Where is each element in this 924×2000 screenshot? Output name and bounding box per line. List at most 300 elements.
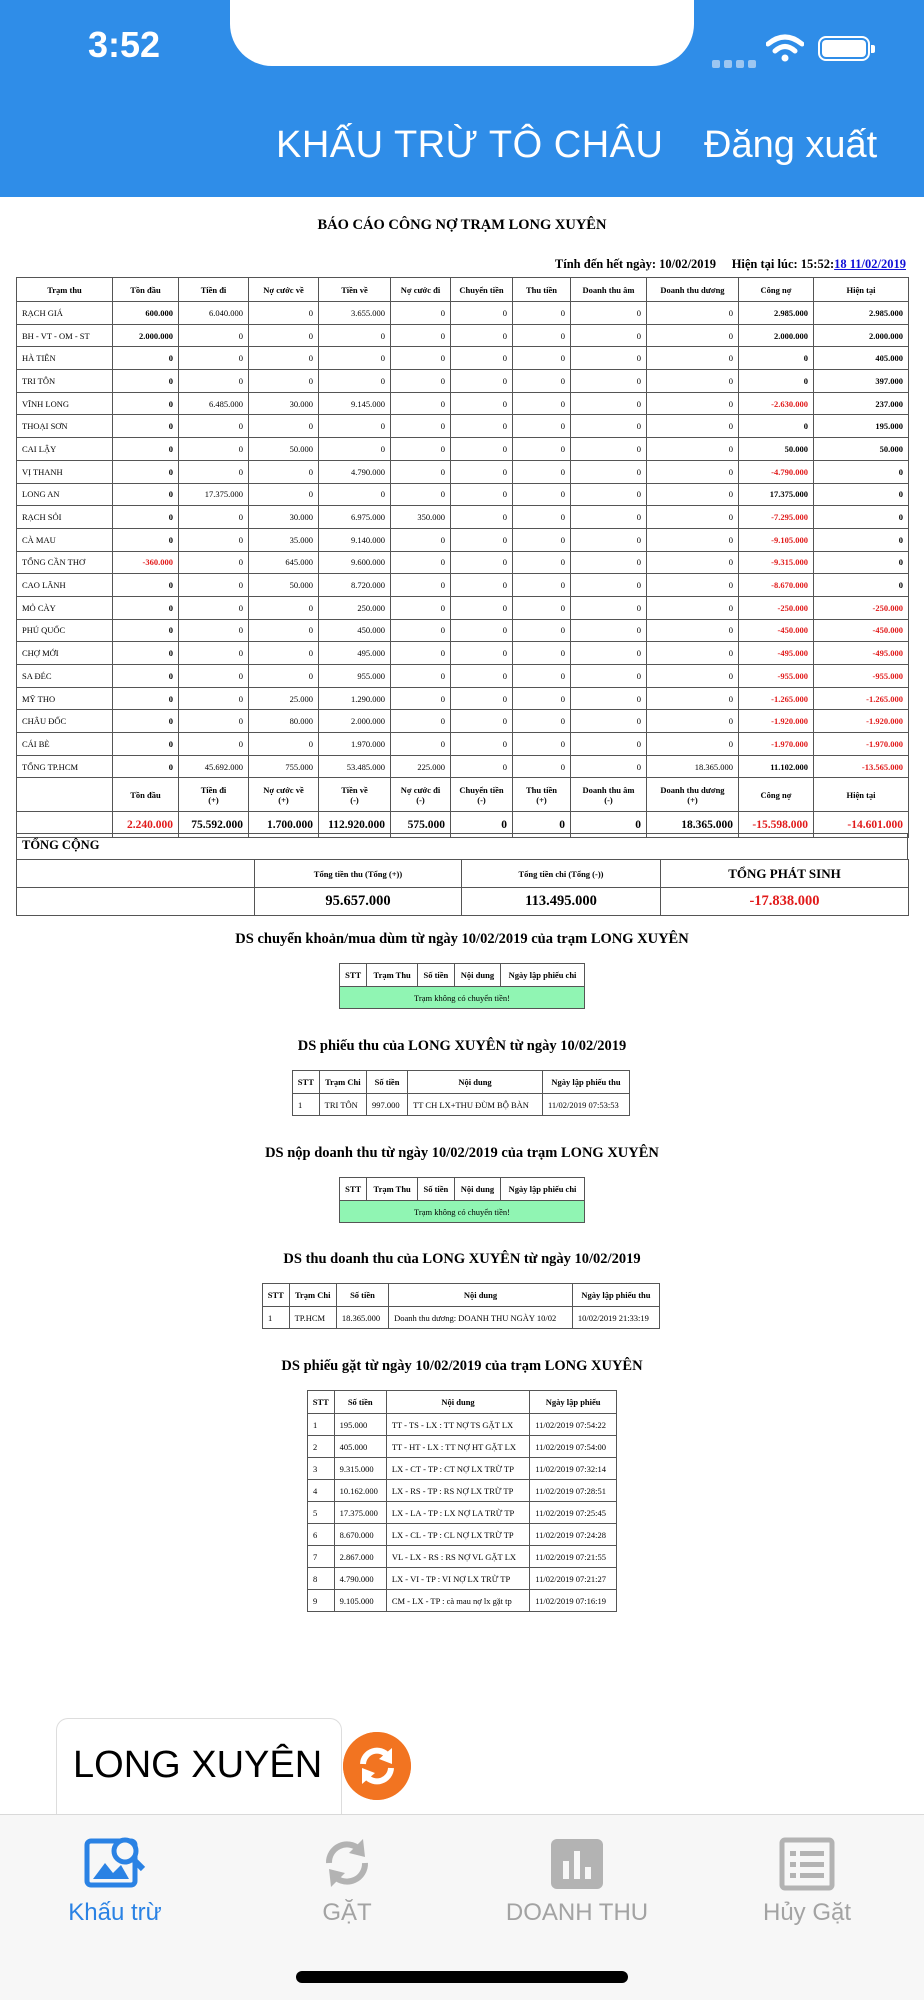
table-cell: 0: [319, 415, 391, 438]
table-cell: 755.000: [249, 755, 319, 778]
total-header-cell: Thu tiền (+): [513, 778, 571, 812]
current-time-link[interactable]: 18 11/02/2019: [834, 257, 906, 271]
mini-cell: 18.365.000: [336, 1307, 388, 1329]
table-cell: 0: [571, 415, 647, 438]
table-cell: 0: [571, 347, 647, 370]
tab-huy-gat[interactable]: [727, 1833, 887, 1927]
table-cell: 0: [571, 506, 647, 529]
column-header: Tồn đầu: [113, 278, 179, 302]
table-cell: 0: [739, 415, 814, 438]
table-cell: 0: [179, 619, 249, 642]
transfer-table: [339, 963, 585, 1009]
table-cell: 0: [647, 302, 739, 325]
table-cell: -360.000: [113, 551, 179, 574]
total-header-cell: Nợ cước đi (-): [391, 778, 451, 812]
mini-cell: 3: [308, 1458, 335, 1480]
table-cell: 350.000: [391, 506, 451, 529]
table-cell: 0: [513, 392, 571, 415]
table-cell: -1.970.000: [739, 733, 814, 756]
mini-cell: 11/02/2019 07:21:27: [530, 1568, 617, 1590]
table-cell: -1.265.000: [739, 687, 814, 710]
total-value-cell: 18.365.000: [647, 812, 739, 838]
mini-cell: VL - LX - RS : RS NỢ VL GẶT LX: [386, 1546, 529, 1568]
table-cell: 0: [113, 642, 179, 665]
mini-cell: 8: [308, 1568, 335, 1590]
total-value-cell: 112.920.000: [319, 812, 391, 838]
table-cell: 0: [179, 506, 249, 529]
table-cell: 0: [513, 324, 571, 347]
table-cell: 0: [451, 324, 513, 347]
table-cell: 0: [814, 574, 909, 597]
table-cell: 0: [451, 415, 513, 438]
mini-column-header: Nội dung: [386, 1391, 529, 1414]
table-cell: 0: [391, 528, 451, 551]
table-cell: 0: [249, 483, 319, 506]
list-item: [308, 1480, 617, 1502]
table-cell: 0: [571, 755, 647, 778]
table-cell: 25.000: [249, 687, 319, 710]
table-cell: -1.920.000: [814, 710, 909, 733]
mini-column-header: Trạm Thu: [367, 1178, 418, 1201]
table-cell: 50.000: [249, 438, 319, 461]
table-cell: 0: [113, 506, 179, 529]
table-cell: -1.970.000: [814, 733, 909, 756]
mini-cell: 1: [308, 1414, 335, 1436]
tab-khau-tru-label: Khấu trừ: [68, 1899, 162, 1926]
table-cell: 0: [113, 483, 179, 506]
table-cell: 18.365.000: [647, 755, 739, 778]
station-name-cell: PHÚ QUỐC: [17, 619, 113, 642]
table-row: [17, 438, 909, 461]
summary-spacer: [17, 860, 255, 888]
total-value-cell: -14.601.000: [814, 812, 909, 838]
table-cell: 0: [319, 370, 391, 393]
table-cell: 0: [319, 347, 391, 370]
table-cell: -7.295.000: [739, 506, 814, 529]
table-row: [17, 392, 909, 415]
mini-column-header: Số tiền: [334, 1391, 386, 1414]
station-name-cell: SA ĐÉC: [17, 665, 113, 688]
table-cell: 0: [647, 642, 739, 665]
total-value-cell: 575.000: [391, 812, 451, 838]
table-cell: 0: [814, 483, 909, 506]
table-cell: 0: [391, 347, 451, 370]
table-cell: 0: [319, 483, 391, 506]
table-cell: 50.000: [814, 438, 909, 461]
table-row: [17, 483, 909, 506]
table-cell: 0: [814, 506, 909, 529]
table-cell: 17.375.000: [179, 483, 249, 506]
table-cell: 80.000: [249, 710, 319, 733]
station-name-cell: TỔNG TP.HCM: [17, 755, 113, 778]
app-header: [0, 0, 924, 197]
logout-button[interactable]: Đăng xuất: [704, 124, 878, 166]
table-cell: 17.375.000: [739, 483, 814, 506]
table-cell: 0: [647, 415, 739, 438]
total-header-cell: Tiền đi (+): [179, 778, 249, 812]
mini-column-header: Số tiền: [417, 964, 454, 987]
table-cell: 0: [391, 302, 451, 325]
table-cell: 0: [179, 415, 249, 438]
table-cell: 2.000.000: [814, 324, 909, 347]
receipt-list-title: DS phiếu thu của LONG XUYÊN từ ngày 10/02/2019: [297, 1038, 627, 1054]
table-cell: 0: [513, 687, 571, 710]
table-cell: -955.000: [739, 665, 814, 688]
total-header-cell: Nợ cước về (+): [249, 778, 319, 812]
mini-cell: 5: [308, 1502, 335, 1524]
table-cell: 0: [451, 551, 513, 574]
station-field[interactable]: LONG XUYÊN: [56, 1718, 342, 1814]
table-cell: 0: [647, 392, 739, 415]
column-header: Trạm thu: [17, 278, 113, 302]
table-row: [17, 619, 909, 642]
station-name-cell: TỔNG CẦN THƠ: [17, 551, 113, 574]
table-cell: -450.000: [739, 619, 814, 642]
table-cell: 2.000.000: [319, 710, 391, 733]
table-cell: 0: [179, 687, 249, 710]
table-cell: 0: [179, 574, 249, 597]
mini-cell: Doanh thu dương: DOANH THU NGÀY 10/02: [389, 1307, 573, 1329]
mini-column-header: Ngày lập phiếu thu: [572, 1284, 659, 1307]
table-cell: 0: [179, 596, 249, 619]
table-cell: 0: [571, 687, 647, 710]
tab-khau-tru[interactable]: [35, 1833, 195, 1927]
table-cell: 45.692.000: [179, 755, 249, 778]
total-value-cell: 0: [451, 812, 513, 838]
mini-cell: 11/02/2019 07:54:00: [530, 1436, 617, 1458]
table-cell: -2.630.000: [739, 392, 814, 415]
table-cell: 0: [451, 710, 513, 733]
mini-cell: 11/02/2019 07:16:19: [530, 1590, 617, 1612]
mini-column-header: Số tiền: [367, 1071, 408, 1094]
table-cell: 0: [249, 370, 319, 393]
mini-cell: TT - TS - LX : TT NỢ TS GẶT LX: [386, 1414, 529, 1436]
table-cell: 0: [391, 665, 451, 688]
table-cell: 0: [647, 324, 739, 347]
table-cell: 0: [113, 370, 179, 393]
table-cell: 2.985.000: [814, 302, 909, 325]
table-cell: 0: [179, 370, 249, 393]
debt-table: [16, 277, 909, 838]
column-header: Doanh thu âm: [571, 278, 647, 302]
station-name-cell: LONG AN: [17, 483, 113, 506]
table-row: [17, 687, 909, 710]
table-cell: 0: [179, 347, 249, 370]
refresh-icon-button[interactable]: [343, 1732, 411, 1800]
mini-column-header: Ngày lập phiếu chi: [501, 964, 585, 987]
mini-column-header: Ngày lập phiếu: [530, 1391, 617, 1414]
table-cell: 0: [513, 370, 571, 393]
mini-cell: 11/02/2019 07:21:55: [530, 1546, 617, 1568]
table-cell: 0: [391, 438, 451, 461]
station-name-cell: CÁI BÈ: [17, 733, 113, 756]
table-cell: 0: [113, 438, 179, 461]
total-value-cell: 75.592.000: [179, 812, 249, 838]
mini-column-header: Số tiền: [417, 1178, 454, 1201]
table-cell: 9.600.000: [319, 551, 391, 574]
revenue-collect-title: DS thu doanh thu của LONG XUYÊN từ ngày 10/02/2019: [283, 1251, 641, 1267]
mini-header-row: [308, 1391, 617, 1414]
mini-cell: 8.670.000: [334, 1524, 386, 1546]
total-header-cell: Doanh thu âm (-): [571, 778, 647, 812]
station-name-cell: CAI LẬY: [17, 438, 113, 461]
total-header-cell: Tiền về (-): [319, 778, 391, 812]
table-cell: -250.000: [739, 596, 814, 619]
table-row: [17, 347, 909, 370]
mini-column-header: Ngày lập phiếu chi: [501, 1178, 585, 1201]
table-cell: 0: [179, 551, 249, 574]
table-cell: 0: [739, 347, 814, 370]
table-cell: 0: [571, 324, 647, 347]
total-header-cell: [17, 778, 113, 812]
column-header: Nợ cước đi: [391, 278, 451, 302]
table-cell: 0: [513, 483, 571, 506]
table-cell: 405.000: [814, 347, 909, 370]
table-cell: 0: [571, 733, 647, 756]
total-header-cell: Tồn đầu: [113, 778, 179, 812]
table-cell: 0: [513, 506, 571, 529]
column-header: Doanh thu dương: [647, 278, 739, 302]
total-value-cell: -15.598.000: [739, 812, 814, 838]
table-cell: 0: [647, 347, 739, 370]
mini-cell: 4.790.000: [334, 1568, 386, 1590]
table-cell: 6.040.000: [179, 302, 249, 325]
home-indicator: [296, 1971, 628, 1983]
table-row: [17, 596, 909, 619]
mini-cell: 7: [308, 1546, 335, 1568]
table-cell: 0: [391, 551, 451, 574]
list-item: [263, 1307, 660, 1329]
revenue-collect-table: [262, 1283, 660, 1329]
table-cell: 0: [647, 687, 739, 710]
table-cell: 0: [571, 551, 647, 574]
mini-cell: 997.000: [367, 1094, 408, 1116]
table-cell: 0: [391, 324, 451, 347]
table-cell: 0: [513, 438, 571, 461]
table-cell: 0: [647, 528, 739, 551]
table-cell: 0: [451, 665, 513, 688]
total-value-cell: 1.700.000: [249, 812, 319, 838]
table-cell: 0: [179, 460, 249, 483]
table-cell: 0: [513, 733, 571, 756]
mini-cell: 9.105.000: [334, 1590, 386, 1612]
device-notch: [230, 0, 694, 66]
table-cell: 0: [113, 596, 179, 619]
table-cell: -9.105.000: [739, 528, 814, 551]
mini-column-header: STT: [308, 1391, 335, 1414]
mini-cell: LX - VI - TP : VI NỢ LX TRỪ TP: [386, 1568, 529, 1590]
table-row: [17, 665, 909, 688]
table-cell: -9.315.000: [739, 551, 814, 574]
table-cell: 0: [647, 619, 739, 642]
total-header-cell: Chuyển tiền (-): [451, 778, 513, 812]
mini-column-header: STT: [340, 1178, 367, 1201]
table-cell: 0: [179, 642, 249, 665]
table-cell: 0: [571, 438, 647, 461]
status-time: 3:52: [88, 24, 161, 65]
table-cell: 0: [571, 596, 647, 619]
mini-cell: 2: [308, 1436, 335, 1458]
total-expense-label: Tổng tiền chi (Tổng (-)): [462, 860, 661, 888]
current-time-label: Hiện tại lúc: 15:52:: [731, 257, 835, 271]
table-row: [17, 460, 909, 483]
table-cell: 0: [249, 415, 319, 438]
mini-cell: 1: [263, 1307, 290, 1329]
table-cell: 0: [451, 392, 513, 415]
receipt-table: [292, 1070, 630, 1116]
empty-row: [340, 987, 585, 1009]
station-name-cell: RẠCH SỎI: [17, 506, 113, 529]
table-cell: 0: [391, 370, 451, 393]
table-cell: 6.485.000: [179, 392, 249, 415]
table-cell: 0: [451, 506, 513, 529]
revenue-submit-title: DS nộp doanh thu từ ngày 10/02/2019 của trạm LONG XUYÊN: [265, 1145, 659, 1161]
battery-icon: [818, 36, 870, 61]
table-cell: 0: [391, 619, 451, 642]
mini-cell: 11/02/2019 07:25:45: [530, 1502, 617, 1524]
table-cell: 0: [179, 710, 249, 733]
table-cell: 0: [513, 551, 571, 574]
table-cell: 2.000.000: [113, 324, 179, 347]
harvest-table: [307, 1390, 617, 1612]
total-header-cell: Công nợ: [739, 778, 814, 812]
table-cell: 0: [391, 483, 451, 506]
table-cell: 0: [647, 460, 739, 483]
tab-doanh-thu[interactable]: [497, 1833, 657, 1927]
total-header-cell: Hiện tại: [814, 778, 909, 812]
table-cell: 0: [113, 755, 179, 778]
table-cell: 0: [451, 596, 513, 619]
table-row: [17, 733, 909, 756]
table-cell: 0: [391, 710, 451, 733]
table-cell: 0: [391, 460, 451, 483]
table-cell: 250.000: [319, 596, 391, 619]
total-income-value: 95.657.000: [255, 888, 462, 916]
mini-header-row: [340, 1178, 585, 1201]
table-row: [17, 415, 909, 438]
table-cell: 955.000: [319, 665, 391, 688]
summary-spacer: [17, 888, 255, 916]
table-cell: -495.000: [814, 642, 909, 665]
mini-cell: 11/02/2019 07:28:51: [530, 1480, 617, 1502]
table-cell: 0: [513, 528, 571, 551]
table-cell: 0: [451, 528, 513, 551]
table-cell: 0: [451, 755, 513, 778]
table-cell: 0: [571, 574, 647, 597]
column-header: Thu tiền: [513, 278, 571, 302]
total-header-row: [17, 778, 909, 812]
tab-doanh-thu-label: DOANH THU: [505, 1899, 649, 1926]
empty-message: Trạm không có chuyển tiền!: [340, 987, 585, 1009]
column-header: Tiền về: [319, 278, 391, 302]
table-cell: 0: [179, 665, 249, 688]
mini-cell: LX - LA - TP : LX NỢ LA TRỪ TP: [386, 1502, 529, 1524]
table-cell: -495.000: [739, 642, 814, 665]
mini-column-header: Trạm Chi: [319, 1071, 366, 1094]
table-row: [17, 528, 909, 551]
table-cell: 0: [647, 665, 739, 688]
list-item: [308, 1414, 617, 1436]
table-cell: -1.265.000: [814, 687, 909, 710]
table-cell: 0: [391, 733, 451, 756]
station-name-cell: THOẠI SƠN: [17, 415, 113, 438]
table-cell: 0: [571, 302, 647, 325]
bar-chart-icon: [549, 1833, 605, 1893]
table-cell: 0: [113, 415, 179, 438]
table-cell: 397.000: [814, 370, 909, 393]
station-name-cell: CAO LÃNH: [17, 574, 113, 597]
mini-column-header: STT: [263, 1284, 290, 1307]
mini-header-row: [340, 964, 585, 987]
mini-cell: 17.375.000: [334, 1502, 386, 1524]
mini-column-header: STT: [340, 964, 367, 987]
table-cell: 0: [391, 596, 451, 619]
total-income-label: Tổng tiền thu (Tổng (+)): [255, 860, 462, 888]
table-cell: 0: [451, 302, 513, 325]
table-cell: 0: [113, 460, 179, 483]
empty-row: [340, 1201, 585, 1223]
table-cell: 0: [571, 392, 647, 415]
tab-gat[interactable]: [267, 1833, 427, 1927]
table-cell: 0: [451, 460, 513, 483]
table-cell: -13.565.000: [814, 755, 909, 778]
table-cell: 35.000: [249, 528, 319, 551]
table-cell: 0: [451, 574, 513, 597]
table-cell: 0: [647, 710, 739, 733]
table-cell: 0: [513, 642, 571, 665]
table-row: [17, 755, 909, 778]
table-cell: 0: [249, 619, 319, 642]
table-cell: 0: [249, 665, 319, 688]
table-cell: 0: [391, 574, 451, 597]
column-header: Hiện tại: [814, 278, 909, 302]
table-cell: 0: [249, 596, 319, 619]
table-cell: 0: [249, 302, 319, 325]
table-cell: 0: [571, 619, 647, 642]
table-cell: 30.000: [249, 392, 319, 415]
total-value-cell: 0: [513, 812, 571, 838]
list-icon: [779, 1833, 835, 1893]
table-cell: 0: [249, 733, 319, 756]
column-header: Công nợ: [739, 278, 814, 302]
list-item: [308, 1524, 617, 1546]
table-cell: 11.102.000: [739, 755, 814, 778]
mini-column-header: Nội dung: [389, 1284, 573, 1307]
table-cell: 0: [451, 687, 513, 710]
table-cell: 0: [647, 506, 739, 529]
table-cell: 0: [647, 596, 739, 619]
table-cell: 0: [513, 347, 571, 370]
signal-icon: [712, 55, 760, 73]
mini-cell: TT CH LX+THU ĐÙM BỘ BÀN: [408, 1094, 543, 1116]
table-cell: 0: [513, 755, 571, 778]
mini-column-header: Nội dung: [408, 1071, 543, 1094]
tab-gat-label: GẶT: [322, 1899, 372, 1926]
table-cell: 3.655.000: [319, 302, 391, 325]
grand-total-label: TỔNG CỘNG: [16, 833, 908, 859]
table-cell: 0: [113, 347, 179, 370]
table-cell: 0: [739, 370, 814, 393]
table-cell: 0: [391, 687, 451, 710]
list-item: [308, 1546, 617, 1568]
table-cell: 0: [113, 574, 179, 597]
table-cell: 0: [113, 710, 179, 733]
table-cell: 0: [513, 302, 571, 325]
table-cell: 8.720.000: [319, 574, 391, 597]
table-cell: 0: [249, 324, 319, 347]
table-cell: 0: [179, 528, 249, 551]
report-title: BÁO CÁO CÔNG NỢ TRẠM LONG XUYÊN: [317, 217, 607, 233]
